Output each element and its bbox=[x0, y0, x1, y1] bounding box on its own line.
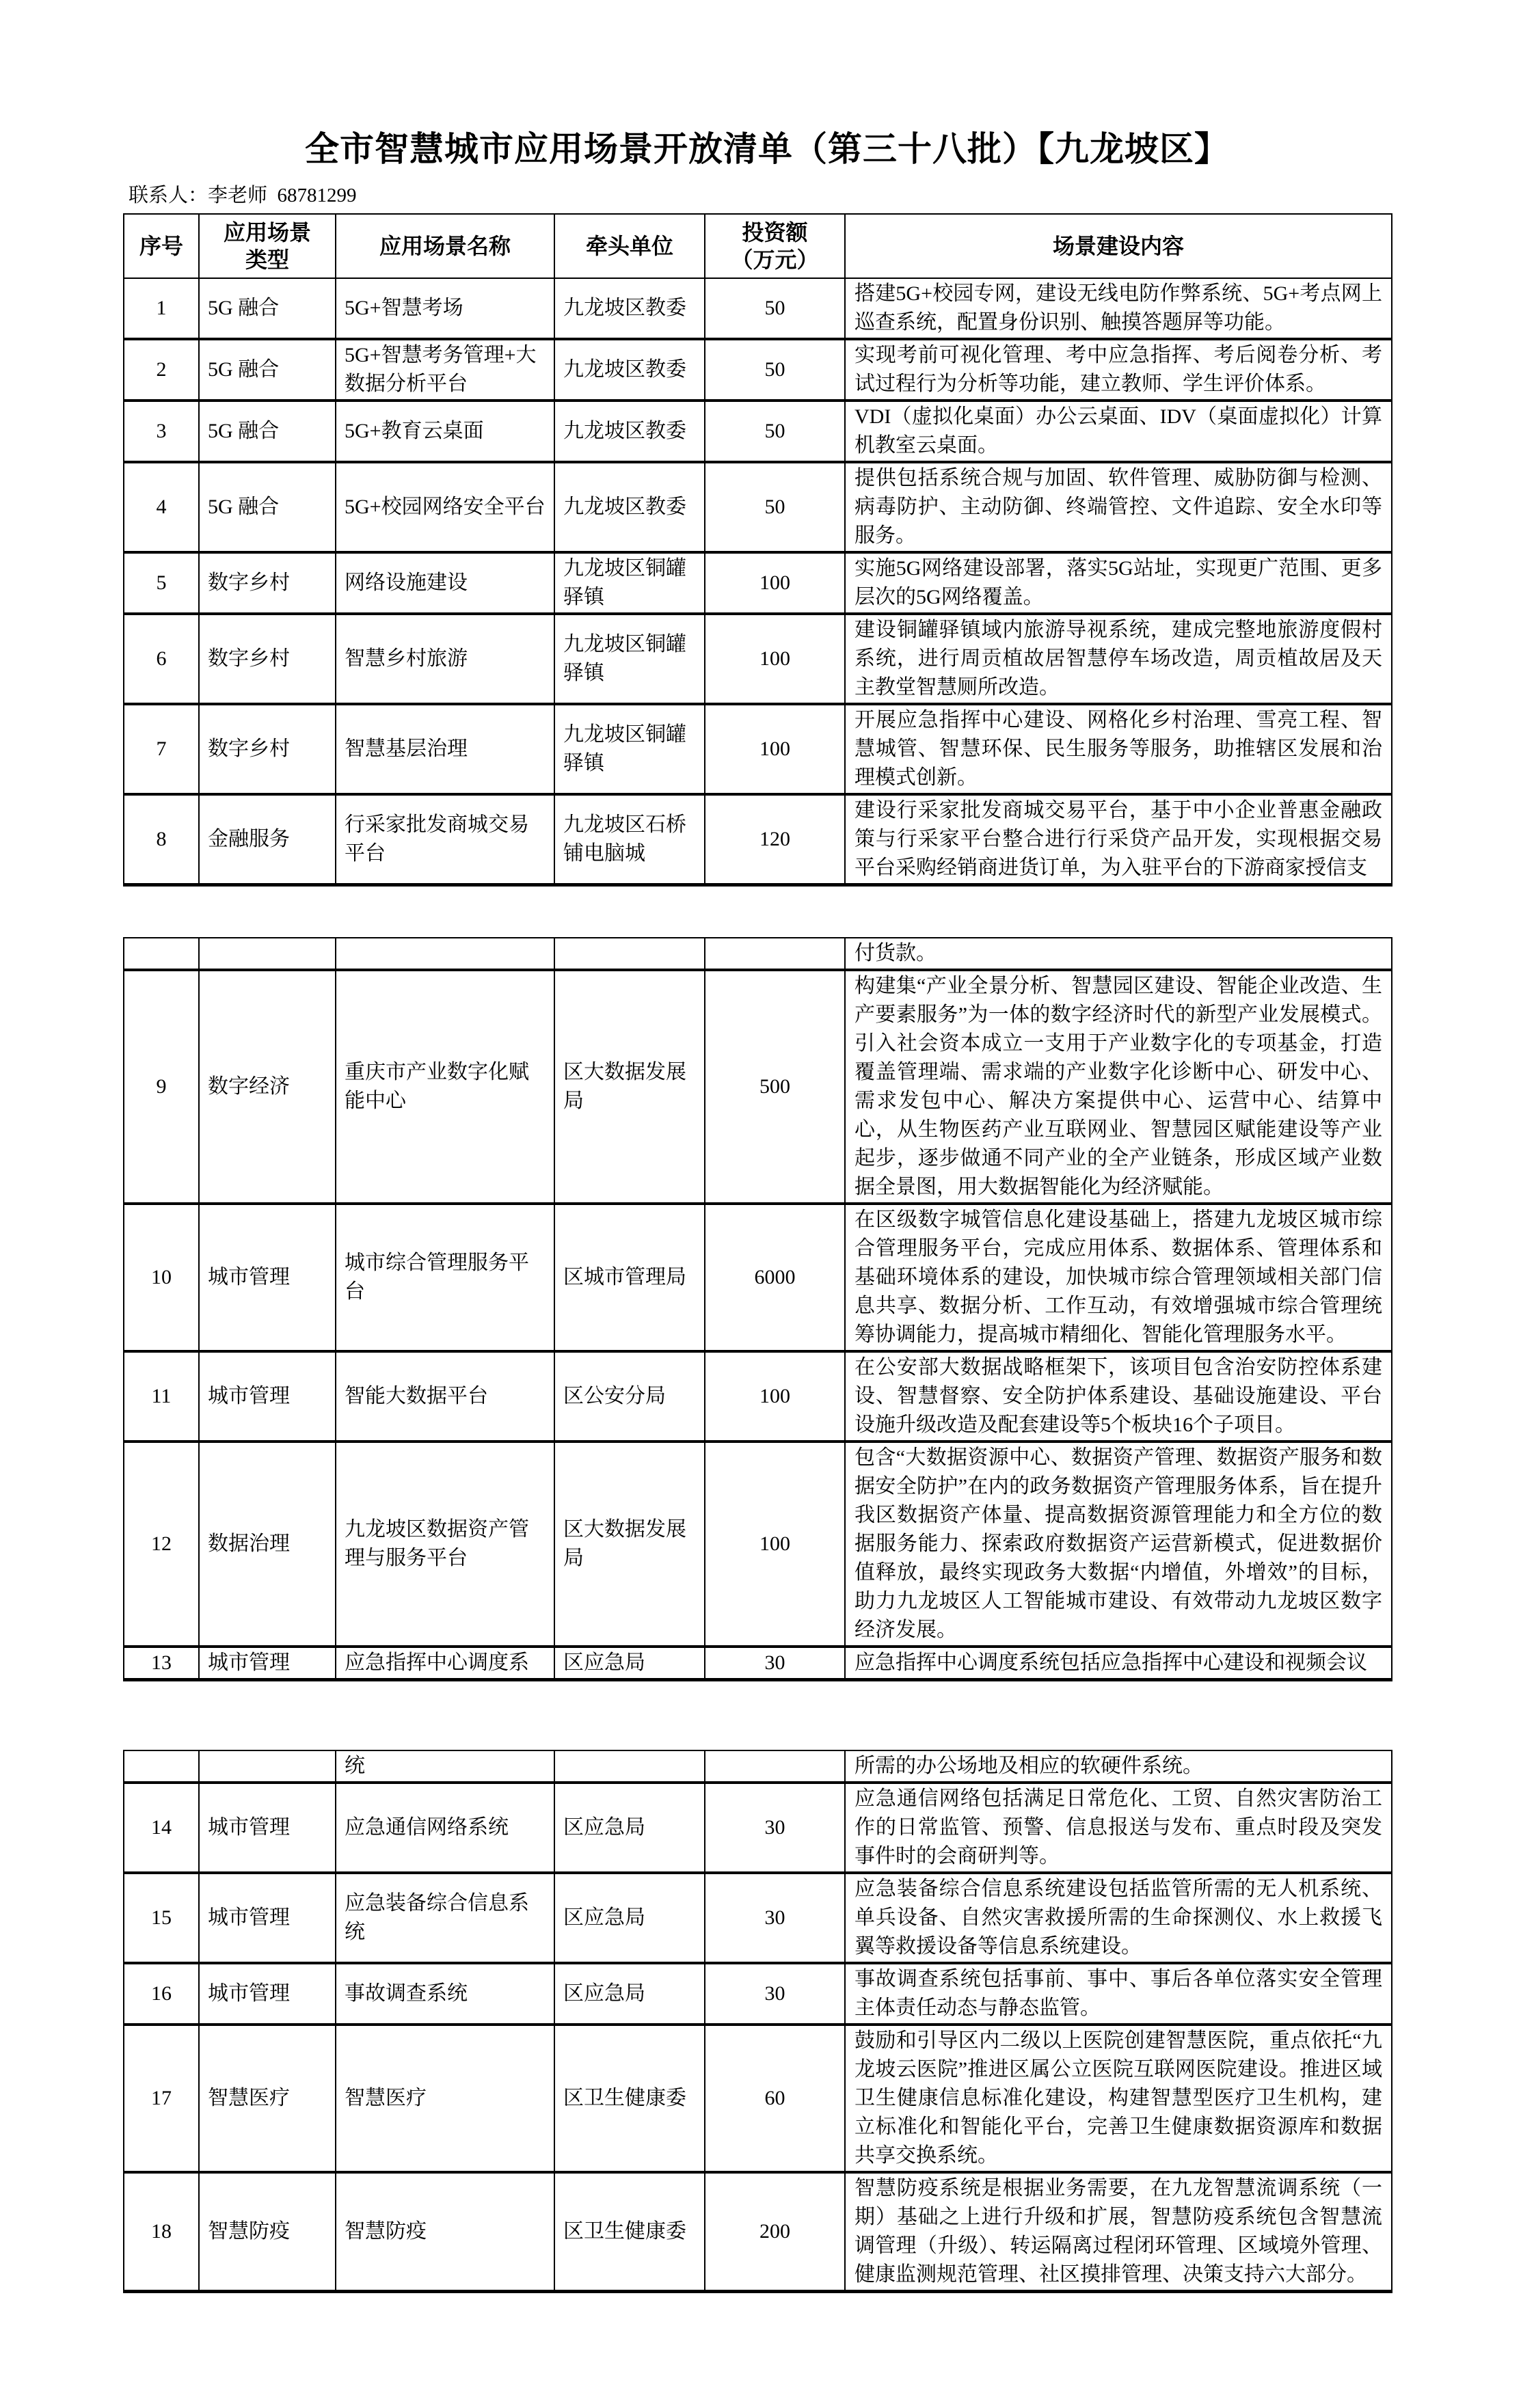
cell-no: 12 bbox=[124, 1442, 199, 1647]
cell-type: 5G 融合 bbox=[199, 339, 336, 401]
cell-amount: 200 bbox=[705, 2172, 845, 2292]
cell-name: 城市综合管理服务平台 bbox=[336, 1204, 554, 1351]
cell-content: 提供包括系统合规与加固、软件管理、威胁防御与检测、病毒防护、主动防御、终端管控、文件追踪、安全水印等服务。 bbox=[845, 462, 1392, 552]
cell-no: 6 bbox=[124, 614, 199, 704]
cell-amount: 100 bbox=[705, 552, 845, 614]
cell-no: 10 bbox=[124, 1204, 199, 1351]
cell-unit: 九龙坡区教委 bbox=[554, 339, 705, 401]
cell-no bbox=[124, 938, 199, 970]
cell-type: 5G 融合 bbox=[199, 401, 336, 462]
column-header-amount: 投资额（万元） bbox=[705, 214, 845, 278]
cell-no: 16 bbox=[124, 1963, 199, 2025]
table-row bbox=[124, 1351, 1392, 1442]
cell-content: 智慧防疫系统是根据业务需要，在九龙智慧流调系统（一期）基础之上进行升级和扩展，智慧防疫系统包含智慧流调管理（升级）、转运隔离过程闭环管理、区域境外管理、健康监测规范管理、社区摸排管理、决策支持六大部分。 bbox=[845, 2172, 1392, 2292]
cell-no: 17 bbox=[124, 2025, 199, 2172]
cell-content: 付货款。 bbox=[845, 938, 1392, 970]
cell-name: 5G+智慧考场 bbox=[336, 278, 554, 339]
cell-amount: 500 bbox=[705, 970, 845, 1204]
cell-type: 数字乡村 bbox=[199, 704, 336, 794]
table-row bbox=[124, 1783, 1392, 1873]
cell-amount: 50 bbox=[705, 278, 845, 339]
cell-amount: 100 bbox=[705, 1442, 845, 1647]
cell-content: 实施5G网络建设部署，落实5G站址，实现更广范围、更多层次的5G网络覆盖。 bbox=[845, 552, 1392, 614]
table-row bbox=[124, 794, 1392, 885]
cell-type: 数据治理 bbox=[199, 1442, 336, 1647]
cell-unit: 区大数据发展局 bbox=[554, 1442, 705, 1647]
cell-type: 金融服务 bbox=[199, 794, 336, 885]
page-title: 全市智慧城市应用场景开放清单（第三十八批）【九龙坡区】 bbox=[305, 130, 1229, 168]
cell-type bbox=[199, 1750, 336, 1783]
cell-content: 应急通信网络包括满足日常危化、工贸、自然灾害防治工作的日常监管、预警、信息报送与发布、重点时段及突发事件时的会商研判等。 bbox=[845, 1783, 1392, 1873]
cell-name: 5G+教育云桌面 bbox=[336, 401, 554, 462]
cell-name: 应急通信网络系统 bbox=[336, 1783, 554, 1873]
cell-unit: 区应急局 bbox=[554, 1963, 705, 2025]
cell-type: 智慧防疫 bbox=[199, 2172, 336, 2292]
cell-content: 鼓励和引导区内二级以上医院创建智慧医院，重点依托“九龙坡云医院”推进区属公立医院互联网医院建设。推进区域卫生健康信息标准化建设，构建智慧型医疗卫生机构，建立标准化和智能化平台，完善卫生健康数据资源库和数据共享交换系统。 bbox=[845, 2025, 1392, 2172]
cell-type: 5G 融合 bbox=[199, 462, 336, 552]
cell-amount: 50 bbox=[705, 401, 845, 462]
cell-unit: 九龙坡区铜罐驿镇 bbox=[554, 704, 705, 794]
cell-no: 18 bbox=[124, 2172, 199, 2292]
cell-no: 7 bbox=[124, 704, 199, 794]
cell-amount: 60 bbox=[705, 2025, 845, 2172]
table-row bbox=[124, 1442, 1392, 1647]
cell-unit bbox=[554, 1750, 705, 1783]
scenario-table-fragment-2 bbox=[123, 937, 1392, 1681]
cell-unit bbox=[554, 938, 705, 970]
cell-amount: 30 bbox=[705, 1873, 845, 1963]
cell-content: 在公安部大数据战略框架下，该项目包含治安防控体系建设、智慧督察、安全防护体系建设、基础设施建设、平台设施升级改造及配套建设等5个板块16个子项目。 bbox=[845, 1351, 1392, 1442]
cell-name bbox=[336, 938, 554, 970]
cell-name: 智能大数据平台 bbox=[336, 1351, 554, 1442]
cell-type: 智慧医疗 bbox=[199, 2025, 336, 2172]
cell-content: 在区级数字城管信息化建设基础上，搭建九龙坡区城市综合管理服务平台，完成应用体系、数据体系、管理体系和基础环境体系的建设，加快城市综合管理领域相关部门信息共享、数据分析、工作互动，有效增强城市综合管理统筹协调能力，提高城市精细化、智能化管理服务水平。 bbox=[845, 1204, 1392, 1351]
cell-type bbox=[199, 938, 336, 970]
cell-unit: 区应急局 bbox=[554, 1783, 705, 1873]
cell-amount: 6000 bbox=[705, 1204, 845, 1351]
table-row bbox=[124, 614, 1392, 704]
cell-unit: 九龙坡区教委 bbox=[554, 462, 705, 552]
cell-type: 城市管理 bbox=[199, 1873, 336, 1963]
cell-content: 包含“大数据资源中心、数据资产管理、数据资产服务和数据安全防护”在内的政务数据资产管理服务体系，旨在提升我区数据资产体量、提高数据资源管理能力和全方位的数据服务能力、探索政府数据资产运营新模式，促进数据价值释放，最终实现政务大数据“内增值，外增效”的目标，助力九龙坡区人工智能城市建设、有效带动九龙坡区数字经济发展。 bbox=[845, 1442, 1392, 1647]
contact-line: 联系人：李老师 68781299 bbox=[129, 185, 357, 206]
cell-unit: 九龙坡区石桥铺电脑城 bbox=[554, 794, 705, 885]
cell-no: 4 bbox=[124, 462, 199, 552]
cell-content: 实现考前可视化管理、考中应急指挥、考后阅卷分析、考试过程行为分析等功能，建立教师、学生评价体系。 bbox=[845, 339, 1392, 401]
cell-type: 数字乡村 bbox=[199, 614, 336, 704]
cell-name: 智慧医疗 bbox=[336, 2025, 554, 2172]
cell-no: 13 bbox=[124, 1647, 199, 1680]
cell-name: 应急装备综合信息系统 bbox=[336, 1873, 554, 1963]
cell-content: 开展应急指挥中心建设、网格化乡村治理、雪亮工程、智慧城管、智慧环保、民生服务等服务，助推辖区发展和治理模式创新。 bbox=[845, 704, 1392, 794]
cell-name: 行采家批发商城交易平台 bbox=[336, 794, 554, 885]
cell-name: 网络设施建设 bbox=[336, 552, 554, 614]
cell-content: 构建集“产业全景分析、智慧园区建设、智能企业改造、生产要素服务”为一体的数字经济时代的新型产业发展模式。引入社会资本成立一支用于产业数字化的专项基金，打造覆盖管理端、需求端的产业数字化诊断中心、研发中心、需求发包中心、解决方案提供中心、运营中心、结算中心，从生物医药产业互联网业、智慧园区赋能建设等产业起步，逐步做通不同产业的全产业链条，形成区域产业数据全景图，用大数据智能化为经济赋能。 bbox=[845, 970, 1392, 1204]
cell-no: 14 bbox=[124, 1783, 199, 1873]
table-row bbox=[124, 1647, 1392, 1680]
cell-amount bbox=[705, 938, 845, 970]
cell-content: 应急指挥中心调度系统包括应急指挥中心建设和视频会议 bbox=[845, 1647, 1392, 1680]
cell-name: 统 bbox=[336, 1750, 554, 1783]
table-row bbox=[124, 339, 1392, 401]
cell-amount: 30 bbox=[705, 1647, 845, 1680]
cell-amount: 100 bbox=[705, 704, 845, 794]
cell-amount: 50 bbox=[705, 339, 845, 401]
column-header-unit: 牵头单位 bbox=[554, 214, 705, 278]
cell-unit: 九龙坡区铜罐驿镇 bbox=[554, 552, 705, 614]
cell-no: 8 bbox=[124, 794, 199, 885]
cell-unit: 区卫生健康委 bbox=[554, 2172, 705, 2292]
cell-type: 城市管理 bbox=[199, 1204, 336, 1351]
cell-unit: 区应急局 bbox=[554, 1647, 705, 1680]
cell-amount: 50 bbox=[705, 462, 845, 552]
cell-name: 智慧基层治理 bbox=[336, 704, 554, 794]
column-header-no: 序号 bbox=[124, 214, 199, 278]
column-header-type: 应用场景类型 bbox=[199, 214, 336, 278]
table-row bbox=[124, 704, 1392, 794]
cell-no bbox=[124, 1750, 199, 1783]
cell-type: 数字乡村 bbox=[199, 552, 336, 614]
table-row bbox=[124, 278, 1392, 339]
cell-type: 城市管理 bbox=[199, 1783, 336, 1873]
cell-unit: 九龙坡区教委 bbox=[554, 278, 705, 339]
table-row bbox=[124, 2172, 1392, 2292]
cell-type: 城市管理 bbox=[199, 1351, 336, 1442]
cell-no: 2 bbox=[124, 339, 199, 401]
cell-unit: 九龙坡区铜罐驿镇 bbox=[554, 614, 705, 704]
cell-name: 重庆市产业数字化赋能中心 bbox=[336, 970, 554, 1204]
cell-name: 5G+校园网络安全平台 bbox=[336, 462, 554, 552]
cell-name: 事故调查系统 bbox=[336, 1963, 554, 2025]
table-row bbox=[124, 970, 1392, 1204]
table-row bbox=[124, 2025, 1392, 2172]
cell-amount: 120 bbox=[705, 794, 845, 885]
cell-unit: 区公安分局 bbox=[554, 1351, 705, 1442]
cell-content: 应急装备综合信息系统建设包括监管所需的无人机系统、单兵设备、自然灾害救援所需的生命探测仪、水上救援飞翼等救援设备等信息系统建设。 bbox=[845, 1873, 1392, 1963]
cell-amount: 30 bbox=[705, 1963, 845, 2025]
cell-name: 应急指挥中心调度系 bbox=[336, 1647, 554, 1680]
cell-name: 5G+智慧考务管理+大数据分析平台 bbox=[336, 339, 554, 401]
column-header-content: 场景建设内容 bbox=[845, 214, 1392, 278]
cell-no: 3 bbox=[124, 401, 199, 462]
cell-content: 所需的办公场地及相应的软硬件系统。 bbox=[845, 1750, 1392, 1783]
table-row bbox=[124, 938, 1392, 970]
cell-no: 1 bbox=[124, 278, 199, 339]
cell-unit: 区卫生健康委 bbox=[554, 2025, 705, 2172]
cell-content: 事故调查系统包括事前、事中、事后各单位落实安全管理主体责任动态与静态监管。 bbox=[845, 1963, 1392, 2025]
scenario-table-fragment-3 bbox=[123, 1750, 1392, 2293]
table-row bbox=[124, 401, 1392, 462]
column-header-name: 应用场景名称 bbox=[336, 214, 554, 278]
table-header-row bbox=[124, 214, 1392, 278]
cell-content: VDI（虚拟化桌面）办公云桌面、IDV（桌面虚拟化）计算机教室云桌面。 bbox=[845, 401, 1392, 462]
cell-type: 5G 融合 bbox=[199, 278, 336, 339]
cell-amount: 100 bbox=[705, 614, 845, 704]
scenario-table-fragment-1 bbox=[123, 213, 1392, 887]
cell-amount bbox=[705, 1750, 845, 1783]
cell-content: 建设铜罐驿镇域内旅游导视系统，建成完整地旅游度假村系统，进行周贡植故居智慧停车场改造，周贡植故居及天主教堂智慧厕所改造。 bbox=[845, 614, 1392, 704]
cell-name: 九龙坡区数据资产管理与服务平台 bbox=[336, 1442, 554, 1647]
cell-name: 智慧乡村旅游 bbox=[336, 614, 554, 704]
cell-no: 15 bbox=[124, 1873, 199, 1963]
table-row bbox=[124, 1204, 1392, 1351]
cell-name: 智慧防疫 bbox=[336, 2172, 554, 2292]
cell-no: 11 bbox=[124, 1351, 199, 1442]
cell-unit: 区大数据发展局 bbox=[554, 970, 705, 1204]
cell-type: 城市管理 bbox=[199, 1647, 336, 1680]
cell-content: 搭建5G+校园专网，建设无线电防作弊系统、5G+考点网上巡查系统，配置身份识别、触摸答题屏等功能。 bbox=[845, 278, 1392, 339]
cell-type: 城市管理 bbox=[199, 1963, 336, 2025]
cell-no: 9 bbox=[124, 970, 199, 1204]
table-row bbox=[124, 462, 1392, 552]
table-row bbox=[124, 1750, 1392, 1783]
cell-unit: 区应急局 bbox=[554, 1873, 705, 1963]
cell-amount: 30 bbox=[705, 1783, 845, 1873]
cell-unit: 区城市管理局 bbox=[554, 1204, 705, 1351]
cell-amount: 100 bbox=[705, 1351, 845, 1442]
table-row bbox=[124, 552, 1392, 614]
cell-type: 数字经济 bbox=[199, 970, 336, 1204]
cell-content: 建设行采家批发商城交易平台，基于中小企业普惠金融政策与行采家平台整合进行行采贷产品开发，实现根据交易平台采购经销商进货订单，为入驻平台的下游商家授信支 bbox=[845, 794, 1392, 885]
cell-no: 5 bbox=[124, 552, 199, 614]
table-row bbox=[124, 1873, 1392, 1963]
cell-unit: 九龙坡区教委 bbox=[554, 401, 705, 462]
table-row bbox=[124, 1963, 1392, 2025]
